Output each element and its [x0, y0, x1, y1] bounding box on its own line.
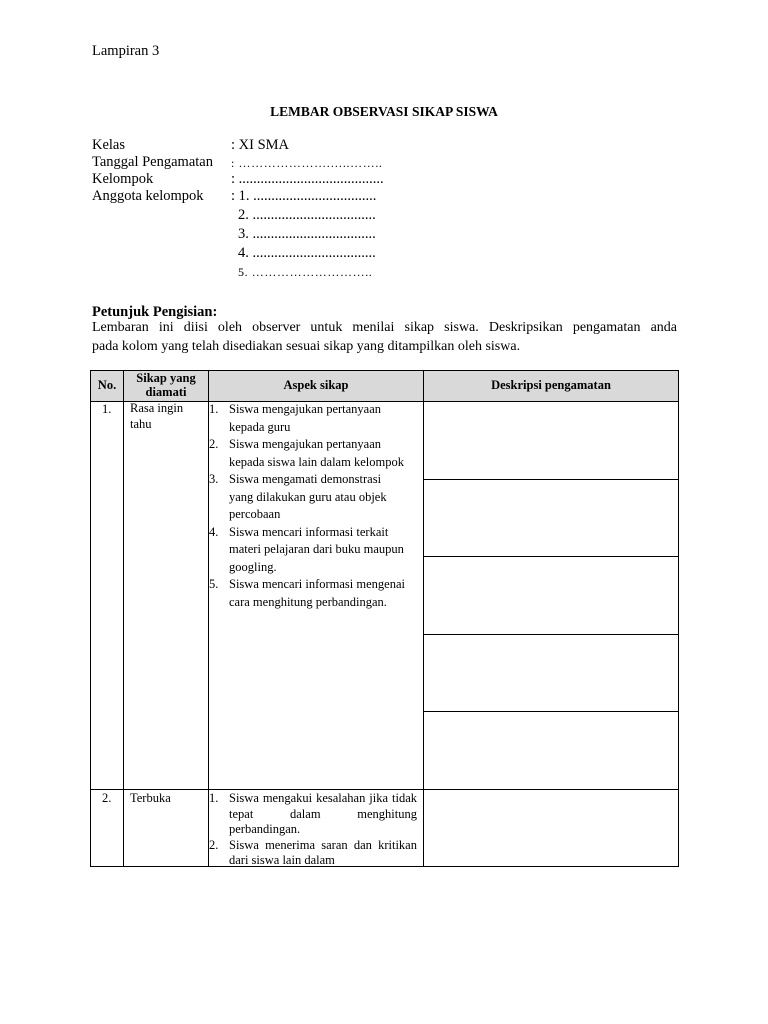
aspek-number: 1. — [209, 402, 219, 416]
kelompok-value: : ........................................ — [231, 171, 384, 187]
row-2-sikap: Terbuka — [130, 791, 171, 805]
kelompok-label: Kelompok — [92, 171, 154, 187]
aspek-text: Siswa mencari informasi mengenai cara menghitung perbandingan. — [229, 577, 405, 609]
deskripsi-cell-2[interactable] — [424, 480, 678, 556]
deskripsi-cell-3[interactable] — [424, 557, 678, 634]
col-divider-1 — [123, 370, 124, 867]
header-sikap-line1: Sikap yang — [136, 371, 196, 385]
tanggal-value: : ………………….…..…….. — [231, 156, 383, 170]
header-aspek: Aspek sikap — [283, 378, 349, 392]
deskripsi-cell-4[interactable] — [424, 635, 678, 711]
deskripsi-cell-6[interactable] — [424, 790, 678, 866]
row-1-sikap-line2: tahu — [130, 416, 152, 431]
aspek-number: 4. — [209, 524, 219, 539]
header-deskripsi: Deskripsi pengamatan — [491, 378, 611, 392]
row-1-aspek-list — [209, 401, 405, 611]
row-1-aspek-item-3 — [209, 471, 405, 524]
row-1-sikap — [130, 401, 183, 432]
deskripsi-cell-5[interactable] — [424, 712, 678, 789]
row-1-sikap-line1: Rasa ingin — [130, 401, 184, 415]
row-2-aspek-list — [209, 791, 417, 869]
instructions-line-1: Lembaran ini diisi oleh observer untuk menilai sikap siswa. Deskripsikan pengamatan anda — [92, 320, 677, 335]
page-title: LEMBAR OBSERVASI SIKAP SISWA — [270, 104, 498, 119]
deskripsi-cell-1[interactable] — [424, 402, 678, 479]
observation-table — [90, 370, 679, 867]
table-border-right — [678, 370, 679, 867]
row-1-aspek-item-4 — [209, 524, 405, 577]
aspek-text: Siswa menerima saran dan kritikan dari siswa lain dalam — [229, 837, 417, 867]
instructions-text — [92, 319, 677, 356]
tanggal-label: Tanggal Pengamatan — [92, 154, 213, 170]
row-1-aspek-item-1 — [209, 401, 405, 436]
table-border-left — [90, 370, 91, 867]
appendix-label: Lampiran 3 — [92, 43, 160, 59]
header-sikap-line2: diamati — [145, 385, 187, 399]
anggota-item-4: 4. .................................. — [238, 245, 376, 261]
row-2-aspek-item-2 — [209, 838, 417, 869]
aspek-number: 5. — [209, 577, 219, 591]
row-1-no: 1. — [102, 402, 112, 416]
row-2-aspek-item-1 — [209, 791, 417, 838]
aspek-text: Siswa mengajukan pertanyaan kepada siswa lain dalam kelompok — [229, 437, 404, 469]
aspek-text: Siswa mengamati demonstrasi yang dilakukan guru atau objek percobaan — [229, 472, 387, 521]
aspek-number: 2. — [209, 437, 219, 451]
anggota-item-1: : 1. .................................. — [231, 188, 377, 204]
kelas-label: Kelas — [92, 137, 126, 153]
aspek-number: 2. — [209, 837, 219, 852]
header-no: No. — [97, 378, 117, 392]
aspek-number: 3. — [209, 472, 219, 486]
aspek-text: Siswa mengajukan pertanyaan kepada guru — [229, 402, 382, 434]
row-1-aspek-item-2 — [209, 436, 405, 471]
instructions-heading: Petunjuk Pengisian: — [92, 304, 218, 320]
anggota-item-5: 5. ……………………….. — [238, 265, 373, 279]
instructions-line-2: pada kolom yang telah disediakan sesuai sikap yang ditampilkan oleh siswa. — [92, 338, 521, 354]
anggota-item-3: 3. .................................. — [238, 226, 376, 242]
anggota-item-2: 2. .................................. — [238, 207, 376, 223]
aspek-text: Siswa mengakui kesalahan jika tidak tepat dalam menghitung perbandingan. — [229, 791, 417, 836]
aspek-text: Siswa mencari informasi terkait materi pelajaran dari buku maupun googling. — [229, 524, 404, 574]
row-2-no: 2. — [102, 791, 112, 805]
aspek-number: 1. — [209, 791, 219, 805]
row-1-aspek-item-5 — [209, 576, 405, 611]
header-sikap — [124, 371, 208, 399]
kelas-value: : XI SMA — [231, 137, 290, 153]
anggota-label: Anggota kelompok — [92, 188, 204, 204]
